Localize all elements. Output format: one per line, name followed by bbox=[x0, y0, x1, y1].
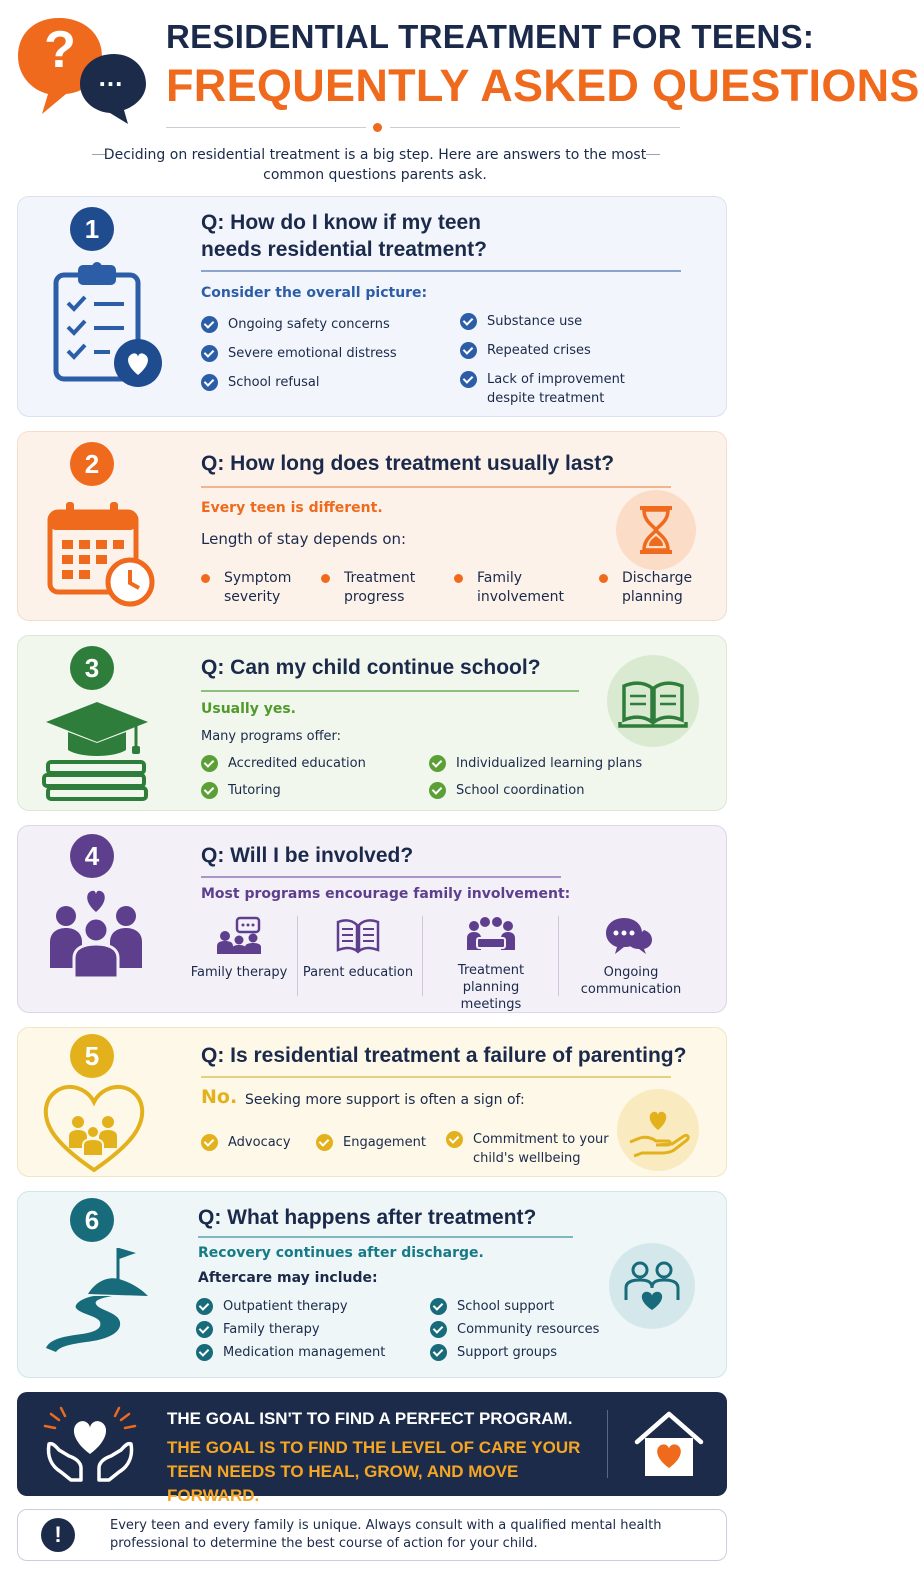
treatment-meetings-icon bbox=[465, 914, 517, 954]
hourglass-icon bbox=[614, 488, 698, 576]
faq-card-5 bbox=[17, 1027, 727, 1177]
check-icon bbox=[196, 1298, 213, 1315]
faq-question: Q: Will I be involved? bbox=[201, 844, 414, 867]
question-rule bbox=[201, 1076, 671, 1078]
faq-number: 2 bbox=[70, 442, 114, 486]
faq-number: 5 bbox=[70, 1034, 114, 1078]
list-item: Tutoring bbox=[201, 781, 281, 800]
faq-sublead: Seeking more support is often a sign of: bbox=[245, 1092, 525, 1108]
list-item: Individualized learning plans bbox=[429, 754, 642, 773]
check-icon bbox=[460, 313, 477, 330]
check-icon bbox=[446, 1131, 463, 1148]
family-option-label: Parent education bbox=[302, 965, 414, 980]
chat-dots-glyph: ... bbox=[98, 62, 124, 92]
list-item: Outpatient therapy bbox=[196, 1297, 348, 1316]
family-option-label: Treatment planning meetings bbox=[457, 963, 525, 1012]
disclaimer-text: Every teen and every family is unique. Always consult with a qualified mental health professional to determine the best course of action for your child. bbox=[110, 1518, 662, 1551]
family-option-label: Family therapy bbox=[190, 965, 288, 980]
banner-line1: THE GOAL ISN'T TO FIND A PERFECT PROGRAM. bbox=[167, 1409, 573, 1428]
list-item: Advocacy bbox=[201, 1133, 291, 1152]
open-book-icon bbox=[606, 654, 700, 752]
column-divider bbox=[297, 916, 298, 996]
faq-number: 1 bbox=[70, 207, 114, 251]
calendar-clock-icon bbox=[46, 498, 161, 612]
list-item: Symptom severity bbox=[201, 569, 311, 607]
faq-number: 6 bbox=[70, 1198, 114, 1242]
faq-sublead: Aftercare may include: bbox=[198, 1270, 378, 1286]
list-item: Repeated crises bbox=[460, 341, 591, 360]
bullet-dot bbox=[454, 574, 463, 583]
faq-sublead: Many programs offer: bbox=[201, 729, 342, 744]
list-item: School coordination bbox=[429, 781, 584, 800]
family-therapy-icon bbox=[215, 916, 263, 956]
banner-line2: THE GOAL IS TO FIND THE LEVEL OF CARE YOUR TEEN NEEDS TO HEAL, GROW, AND MOVE FORWARD. bbox=[167, 1438, 581, 1505]
list-item: Family therapy bbox=[196, 1320, 320, 1339]
list-item: Commitment to your child's wellbeing bbox=[446, 1130, 621, 1168]
faq-lead: Consider the overall picture: bbox=[201, 285, 428, 301]
subtitle-dash-right bbox=[646, 154, 660, 155]
path-flag-icon bbox=[42, 1242, 154, 1358]
question-glyph: ? bbox=[44, 21, 76, 79]
graduation-cap-books-icon bbox=[40, 696, 155, 808]
title-dot bbox=[373, 123, 382, 132]
faq-sublead: Length of stay depends on: bbox=[201, 530, 407, 548]
bullet-dot bbox=[599, 574, 608, 583]
faq-question: Q: What happens after treatment? bbox=[198, 1206, 537, 1229]
list-item: Severe emotional distress bbox=[201, 344, 397, 363]
bullet-dot bbox=[201, 574, 210, 583]
parent-education-icon bbox=[334, 916, 382, 956]
disclaimer-box bbox=[17, 1509, 727, 1561]
family-heart-icon bbox=[46, 886, 146, 984]
goal-banner bbox=[17, 1392, 727, 1505]
check-icon bbox=[201, 345, 218, 362]
check-icon bbox=[201, 1134, 218, 1151]
check-icon bbox=[460, 342, 477, 359]
page-title-line1: RESIDENTIAL TREATMENT FOR TEENS: bbox=[166, 18, 815, 55]
bullet-dot bbox=[321, 574, 330, 583]
communication-icon bbox=[604, 916, 654, 956]
family-option-label: Ongoing communication bbox=[580, 965, 682, 997]
list-item: Support groups bbox=[430, 1343, 557, 1362]
check-icon bbox=[196, 1344, 213, 1361]
check-icon bbox=[430, 1298, 447, 1315]
list-item: Ongoing safety concerns bbox=[201, 315, 390, 334]
faq-lead: Usually yes. bbox=[201, 701, 296, 717]
heart-family-icon bbox=[42, 1082, 146, 1178]
exclamation-icon: ! bbox=[41, 1518, 75, 1552]
question-rule bbox=[201, 690, 579, 692]
faq-question: Q: How do I know if my teen needs residential treatment? bbox=[201, 211, 487, 261]
check-icon bbox=[430, 1321, 447, 1338]
faq-number: 4 bbox=[70, 834, 114, 878]
check-icon bbox=[316, 1134, 333, 1151]
page-subtitle: Deciding on residential treatment is a big step. Here are answers to the most common questions parents ask. bbox=[103, 147, 647, 183]
header bbox=[0, 0, 920, 195]
faq-number: 3 bbox=[70, 646, 114, 690]
check-icon bbox=[196, 1321, 213, 1338]
check-icon bbox=[201, 374, 218, 391]
faq-lead: Recovery continues after discharge. bbox=[198, 1245, 484, 1261]
faq-lead-no: No. bbox=[201, 1086, 238, 1108]
list-item: Community resources bbox=[430, 1320, 599, 1339]
faq-card-2 bbox=[17, 431, 727, 621]
title-rule-left bbox=[166, 127, 366, 128]
faq-card-4 bbox=[17, 825, 727, 1013]
faq-card-3 bbox=[17, 635, 727, 811]
list-item: School support bbox=[430, 1297, 554, 1316]
question-rule bbox=[201, 876, 561, 878]
hand-heart-icon bbox=[616, 1088, 700, 1176]
home-heart-icon bbox=[631, 1406, 707, 1482]
faq-card-1 bbox=[17, 196, 727, 417]
list-item: Engagement bbox=[316, 1133, 426, 1152]
check-icon bbox=[429, 755, 446, 772]
check-icon bbox=[201, 316, 218, 333]
check-icon bbox=[201, 755, 218, 772]
list-item: Family involvement bbox=[454, 569, 579, 607]
question-rule bbox=[201, 486, 671, 488]
clipboard-heart-icon bbox=[48, 259, 168, 393]
check-icon bbox=[430, 1344, 447, 1361]
faq-question: Q: How long does treatment usually last? bbox=[201, 452, 615, 475]
faq-question: Q: Is residential treatment a failure of parenting? bbox=[201, 1044, 687, 1067]
page-title-line2: FREQUENTLY ASKED QUESTIONS bbox=[166, 60, 920, 111]
list-item: Medication management bbox=[196, 1343, 385, 1362]
list-item: Accredited education bbox=[201, 754, 366, 773]
question-rule bbox=[201, 270, 681, 272]
list-item: Discharge planning bbox=[599, 569, 709, 607]
faq-lead: Every teen is different. bbox=[201, 500, 383, 516]
list-item: Lack of improvement despite treatment bbox=[460, 370, 660, 408]
banner-divider bbox=[607, 1410, 608, 1478]
column-divider bbox=[558, 916, 559, 996]
faq-question: Q: Can my child continue school? bbox=[201, 656, 541, 679]
list-item: Substance use bbox=[460, 312, 582, 331]
check-icon bbox=[201, 782, 218, 799]
check-icon bbox=[460, 371, 477, 388]
list-item: School refusal bbox=[201, 373, 320, 392]
faq-card-6 bbox=[17, 1191, 727, 1378]
faq-lead: Most programs encourage family involvement: bbox=[201, 886, 571, 902]
column-divider bbox=[422, 916, 423, 996]
support-people-icon bbox=[608, 1242, 696, 1334]
list-item: Treatment progress bbox=[321, 569, 436, 607]
title-rule-right bbox=[390, 127, 680, 128]
check-icon bbox=[429, 782, 446, 799]
question-rule bbox=[198, 1236, 573, 1238]
hands-heart-icon bbox=[35, 1404, 145, 1486]
